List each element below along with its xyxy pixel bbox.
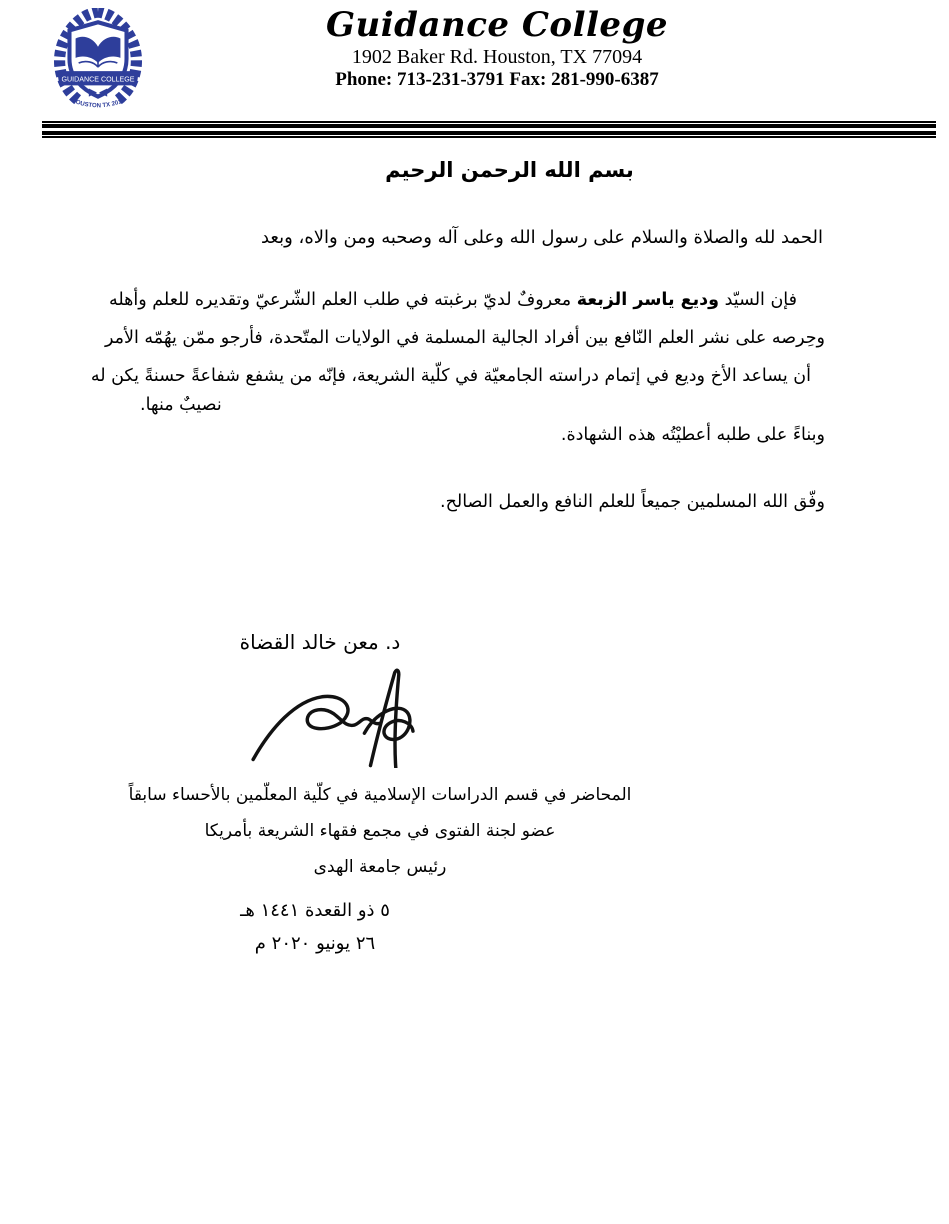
closing-line-1: وبناءً على طلبه أعطيْتُه هذه الشهادة. xyxy=(560,425,825,445)
letterhead xyxy=(160,4,834,91)
signer-name: د. معن خالد القضاة xyxy=(239,630,401,654)
student-name: وديع ياسر الزبعة xyxy=(576,290,720,310)
body-line-4: نصيبٌ منها. xyxy=(140,395,222,415)
body-line-1 xyxy=(100,290,825,310)
date-gregorian: ٢٦ يونيو ٢٠٢٠ م xyxy=(254,933,376,954)
logo-banner-text: GUIDANCE COLLEGE xyxy=(61,75,135,84)
basmala: بسم الله الرحمن الرحيم xyxy=(385,158,634,182)
logo-bottom-text: HOUSTON TX 2011 xyxy=(70,97,126,110)
body-line-1-post: معروفٌ لديّ برغبته في طلب العلم الشّرعيّ وتقديره للعلم وأهله xyxy=(108,290,577,310)
closing-line-2: وفّق الله المسلمين جميعاً للعلم النافع والعمل الصالح. xyxy=(440,492,825,512)
svg-text:HOUSTON TX 2011 xyxy=(71,97,126,109)
body-line-1-pre: فإن السيّد xyxy=(719,290,797,310)
opening-line: الحمد لله والصلاة والسلام على رسول الله وعلى آله وصحبه ومن والاه، وبعد xyxy=(260,227,823,248)
college-logo xyxy=(52,8,144,118)
body-line-3: أن يساعد الأخ وديع في إتمام دراسته الجامعيّة في كلّية الشريعة، فإنّه من يشفع شفاعةً حسنةً يكن له xyxy=(90,366,811,386)
college-name: Guidance College xyxy=(326,5,668,45)
college-address: 1902 Baker Rd. Houston, TX 77094 xyxy=(351,46,643,68)
signer-title-1: المحاضر في قسم الدراسات الإسلامية في كلّية المعلّمين بالأحساء سابقاً xyxy=(128,785,632,805)
signature-stroke-curl xyxy=(364,708,413,739)
letter-dates xyxy=(140,894,490,960)
signer-title-2: عضو لجنة الفتوى في مجمع فقهاء الشريعة بأمريكا xyxy=(204,821,556,841)
date-hijri: ٥ ذو القعدة ١٤٤١ هـ xyxy=(240,900,390,921)
college-phone-fax: Phone: 713-231-3791 Fax: 281-990-6387 xyxy=(335,69,659,90)
signer-titles xyxy=(128,777,632,885)
signature-stroke-loop xyxy=(253,696,380,759)
body-line-2: وحِرصه على نشر العلم النّافع بين أفراد الجالية المسلمة في الولايات المتّحدة، فأرجو ممّن يهُمّه الأمر xyxy=(104,328,825,348)
header-separator xyxy=(42,121,936,138)
handwritten-signature xyxy=(243,666,415,768)
college-logo-emblem xyxy=(52,8,144,118)
signer-title-3: رئيس جامعة الهدى xyxy=(313,857,447,877)
